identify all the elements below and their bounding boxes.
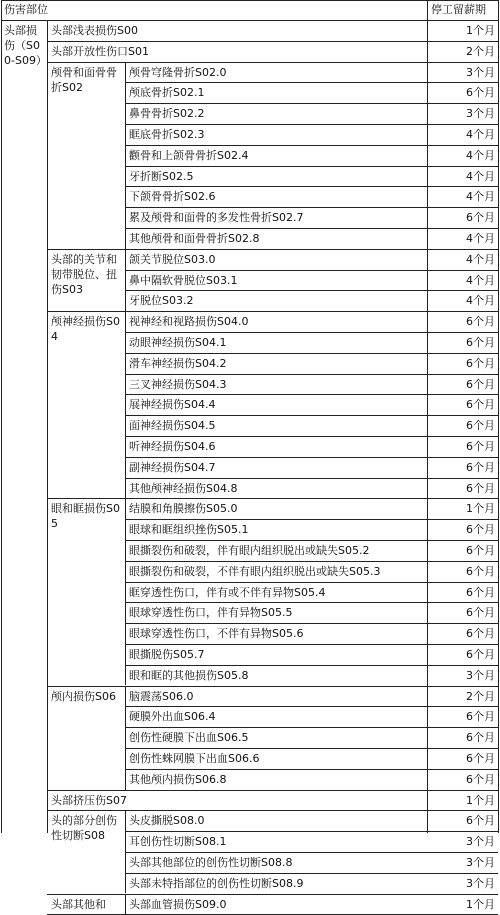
grid-line-h <box>125 166 498 167</box>
leave-period: 4个月 <box>466 294 495 308</box>
leave-period: 4个月 <box>466 148 495 162</box>
grid-line-h <box>125 519 498 520</box>
grid-line-h <box>125 82 498 83</box>
item-label: 其他颅内损伤S06.8 <box>129 772 227 786</box>
grid-line-v <box>125 686 126 790</box>
grid-line-h <box>125 873 498 874</box>
grid-line-h <box>125 290 498 291</box>
grid-line-h <box>125 727 498 728</box>
leave-period: 6个月 <box>466 315 495 329</box>
grid-line-v <box>125 62 126 249</box>
leave-period: 3个月 <box>466 835 495 849</box>
leave-period: 6个月 <box>466 710 495 724</box>
grid-line-h <box>47 41 498 42</box>
group-label-S04: 颅神经损伤S04 <box>51 315 120 344</box>
leave-period: 1个月 <box>466 24 495 37</box>
group-label-S05: 眼和眶损伤S05 <box>51 502 120 531</box>
item-label: 眼球穿透性伤口，不伴有异物S05.6 <box>129 627 304 641</box>
grid-line-h <box>125 228 498 229</box>
item-label: 展神经损伤S04.4 <box>129 398 216 412</box>
leave-period: 1个月 <box>466 502 495 516</box>
grid-line-h <box>125 332 498 333</box>
item-label: 眼和眶的其他损伤S05.8 <box>129 668 249 682</box>
leave-period: 6个月 <box>466 585 495 599</box>
grid-line-v <box>47 20 48 833</box>
leave-period: 6个月 <box>466 752 495 765</box>
header-period: 停工留薪期 <box>431 3 486 16</box>
item-label: 创伤性蛛网膜下出血S06.6 <box>129 752 260 765</box>
item-label: 其他颅神经损伤S04.8 <box>129 481 238 495</box>
leave-period: 6个月 <box>466 731 495 745</box>
grid-line-h <box>125 353 498 354</box>
item-label: 面神经损伤S04.5 <box>129 419 216 433</box>
item-label: 听神经损伤S04.6 <box>129 440 216 453</box>
item-label: 牙脱位S03.2 <box>129 294 194 308</box>
leave-period: 6个月 <box>466 648 495 661</box>
grid-line-h <box>125 207 498 208</box>
leave-period: 2个月 <box>466 689 495 703</box>
leave-period: 6个月 <box>466 523 495 537</box>
grid-line-h <box>125 478 498 479</box>
item-label: 滑车神经损伤S04.2 <box>129 356 227 370</box>
grid-line-h <box>125 374 498 375</box>
leave-period: 3个月 <box>466 876 495 890</box>
leave-period: 6个月 <box>466 86 495 100</box>
grid-line-h <box>125 540 498 541</box>
grid-line-h <box>125 457 498 458</box>
leave-period: 6个月 <box>466 440 495 453</box>
leave-period: 6个月 <box>466 544 495 557</box>
grid-line-v <box>1 0 2 833</box>
grid-line-h <box>125 582 498 583</box>
item-label: 眼球和眶组织挫伤S05.1 <box>129 523 249 537</box>
grid-line-h <box>125 145 498 146</box>
group-label-S02: 颅骨和面骨骨折S02 <box>51 65 117 94</box>
leave-period: 3个月 <box>466 107 495 121</box>
item-label: 头部未特指部位的创伤性切断S08.9 <box>129 876 304 890</box>
leave-period: 6个月 <box>466 211 495 225</box>
leave-period: 3个月 <box>466 856 495 869</box>
leave-period: 6个月 <box>466 398 495 412</box>
grid-line-h <box>125 748 498 749</box>
grid-line-v <box>427 0 428 833</box>
group-label-S01: 头部开放性伤口S01 <box>51 44 149 58</box>
grid-line-h <box>47 62 498 63</box>
leave-period: 4个月 <box>466 273 495 287</box>
item-label: 头皮撕脱S08.0 <box>129 814 205 828</box>
item-label: 眼撕脱伤S05.7 <box>129 648 205 661</box>
item-label: 创伤性硬膜下出血S06.5 <box>129 731 249 745</box>
grid-line-h <box>47 498 498 499</box>
grid-line-h <box>125 831 498 832</box>
header-part: 伤害部位 <box>4 3 48 16</box>
leave-period: 4个月 <box>466 232 495 245</box>
grid-line-h <box>1 20 498 21</box>
leave-period: 6个月 <box>466 481 495 495</box>
item-label: 头部其他部位的创伤性切断S08.8 <box>129 856 293 869</box>
group-label-S09: 头部其他和 <box>51 897 106 911</box>
grid-line-h <box>47 894 498 895</box>
group-label-S08: 头的部分创伤性切断S08 <box>51 814 117 843</box>
leave-period: 4个月 <box>466 252 495 266</box>
leave-period: 6个月 <box>466 336 495 349</box>
item-label: 头部血管损伤S09.0 <box>129 897 227 911</box>
item-label: 颧骨和上颌骨骨折S02.4 <box>129 148 249 162</box>
item-label: 耳创伤性切断S08.1 <box>129 835 227 849</box>
grid-line-h <box>125 394 498 395</box>
leave-period: 4个月 <box>466 169 495 183</box>
grid-line-h <box>125 665 498 666</box>
grid-line-v <box>498 0 499 833</box>
item-label: 颅骨穹隆骨折S02.0 <box>129 65 227 79</box>
leave-period: 6个月 <box>466 772 495 786</box>
grid-line-h <box>1 0 498 1</box>
grid-line-h <box>125 124 498 125</box>
item-label: 牙折断S02.5 <box>129 169 194 183</box>
grid-line-h <box>125 706 498 707</box>
item-label: 结膜和角膜擦伤S05.0 <box>129 502 238 516</box>
grid-line-h <box>47 249 498 250</box>
grid-line-h <box>125 602 498 603</box>
grid-line-h <box>47 790 498 791</box>
group-label-S07: 头部挤压伤S07 <box>51 793 127 807</box>
item-label: 硬膜外出血S06.4 <box>129 710 216 724</box>
grid-line-v <box>125 249 126 311</box>
leave-period: 6个月 <box>466 606 495 620</box>
grid-line-h <box>125 561 498 562</box>
item-label: 颌关节脱位S03.0 <box>129 252 216 266</box>
group-label-S03: 头部的关节和韧带脱位、扭伤S03 <box>51 252 117 296</box>
grid-line-h <box>125 415 498 416</box>
leave-period: 6个月 <box>466 564 495 578</box>
item-label: 眼撕裂伤和破裂，伴有眼内组织脱出或缺失S05.2 <box>129 544 370 557</box>
group-label-S06: 颅内损伤S06 <box>51 689 116 703</box>
grid-line-h <box>125 852 498 853</box>
leave-period: 4个月 <box>466 190 495 204</box>
grid-line-v <box>125 894 126 915</box>
item-label: 其他颅骨和面骨骨折S02.8 <box>129 232 260 245</box>
item-label: 脑震荡S06.0 <box>129 689 194 703</box>
leave-period: 3个月 <box>466 65 495 79</box>
grid-line-h <box>125 186 498 187</box>
leave-period: 6个月 <box>466 814 495 828</box>
item-label: 颅底骨折S02.1 <box>129 86 205 100</box>
grid-line-h <box>125 103 498 104</box>
leave-period: 2个月 <box>466 44 495 58</box>
leave-period: 1个月 <box>466 897 495 911</box>
leave-period: 4个月 <box>466 128 495 141</box>
item-label: 视神经和视路损伤S04.0 <box>129 315 249 329</box>
item-label: 眶穿透性伤口，伴有或不伴有异物S05.4 <box>129 585 326 599</box>
leave-period: 6个月 <box>466 377 495 391</box>
grid-line-v <box>125 311 126 498</box>
grid-line-v <box>125 498 126 685</box>
region-label: 头部损伤（S00-S09） <box>4 24 47 67</box>
item-label: 累及颅骨和面骨的多发性骨折S02.7 <box>129 211 304 225</box>
item-label: 眶底骨折S02.3 <box>129 128 205 141</box>
grid-line-h <box>125 769 498 770</box>
leave-period: 1个月 <box>466 793 495 807</box>
grid-line-h <box>47 686 498 687</box>
grid-line-h <box>47 311 498 312</box>
grid-line-h <box>47 810 498 811</box>
grid-line-h <box>125 270 498 271</box>
grid-line-v <box>125 810 126 893</box>
item-label: 眼球穿透性伤口，伴有异物S05.5 <box>129 606 293 620</box>
grid-line-h <box>125 436 498 437</box>
leave-period: 6个月 <box>466 460 495 474</box>
grid-line-h <box>125 644 498 645</box>
item-label: 下颌骨骨折S02.6 <box>129 190 216 204</box>
grid-line-h <box>125 623 498 624</box>
item-label: 副神经损伤S04.7 <box>129 460 216 474</box>
item-label: 鼻骨骨折S02.2 <box>129 107 205 121</box>
leave-period: 6个月 <box>466 419 495 433</box>
item-label: 鼻中隔软骨脱位S03.1 <box>129 273 238 287</box>
item-label: 三叉神经损伤S04.3 <box>129 377 227 391</box>
item-label: 动眼神经损伤S04.1 <box>129 336 227 349</box>
leave-period: 6个月 <box>466 627 495 641</box>
leave-period: 6个月 <box>466 356 495 370</box>
group-label-S00: 头部浅表损伤S00 <box>51 24 138 37</box>
leave-period: 3个月 <box>466 668 495 682</box>
item-label: 眼撕裂伤和破裂，不伴有眼内组织脱出或缺失S05.3 <box>129 564 381 578</box>
